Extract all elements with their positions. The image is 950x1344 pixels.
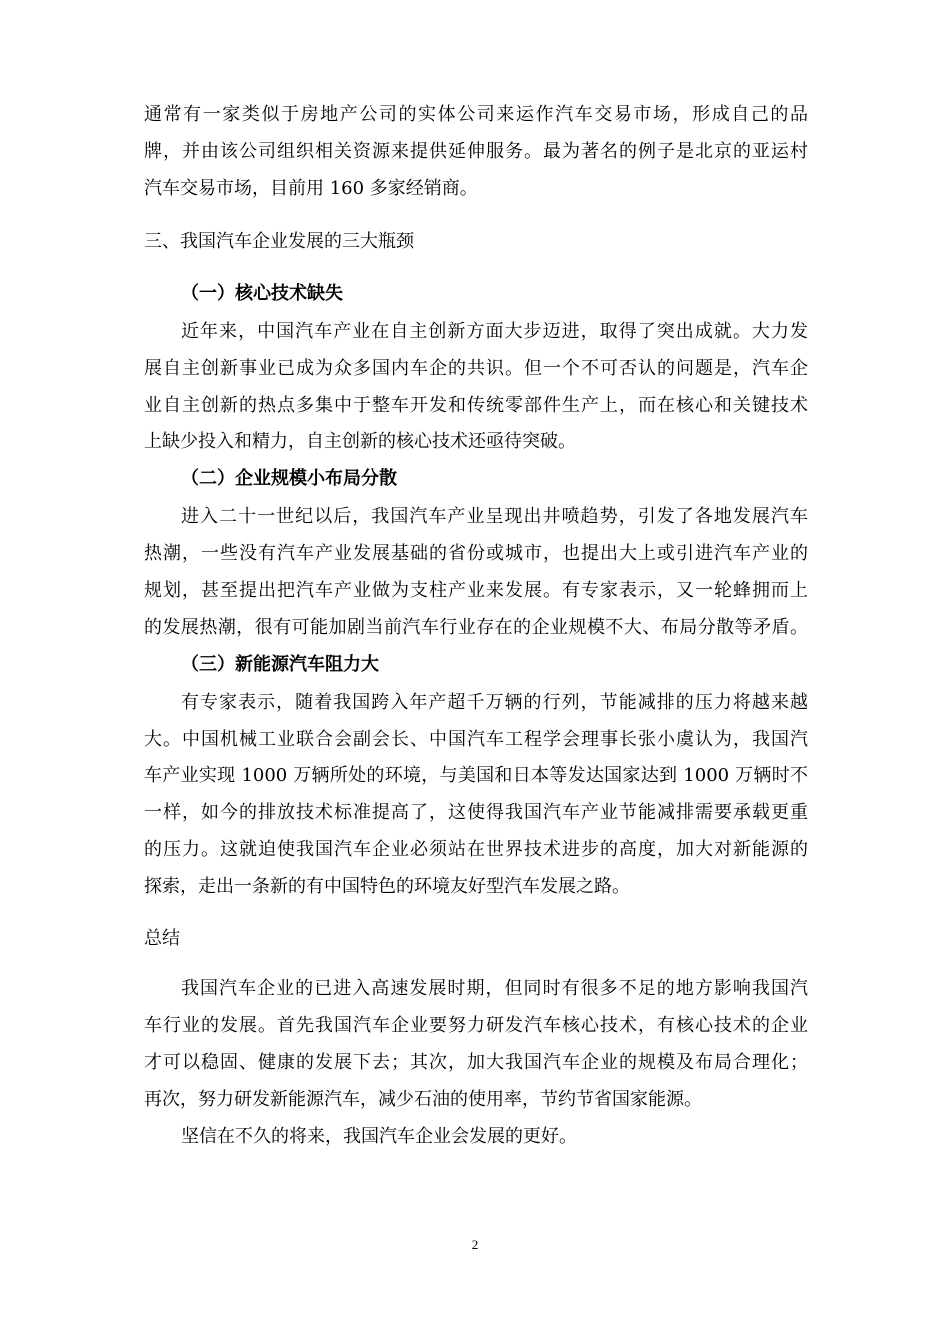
subsection-heading: （一）核心技术缺失: [181, 283, 343, 304]
section-heading: 三、我国汽车企业发展的三大瓶颈: [144, 231, 414, 252]
subsection-heading: （二）企业规模小布局分散: [181, 468, 397, 489]
subsection-heading: （三）新能源汽车阻力大: [181, 654, 379, 675]
paragraph-line: 牌，并由该公司组织相关资源来提供延伸服务。最为著名的例子是北京的亚运村: [144, 141, 808, 162]
paragraph-line: 坚信在不久的将来，我国汽车企业会发展的更好。: [181, 1126, 577, 1147]
paragraph-line: 的发展热潮，很有可能加剧当前汽车行业存在的企业规模不大、布局分散等矛盾。: [144, 617, 808, 638]
paragraph-line: 大。中国机械工业联合会副会长、中国汽车工程学会理事长张小虞认为，我国汽: [144, 729, 808, 750]
page-number: 2: [471, 1237, 479, 1252]
paragraph-line: 通常有一家类似于房地产公司的实体公司来运作汽车交易市场，形成自己的品: [144, 104, 808, 125]
paragraph-line: 规划，甚至提出把汽车产业做为支柱产业来发展。有专家表示，又一轮蜂拥而上: [144, 580, 808, 601]
paragraph-line: 展自主创新事业已成为众多国内车企的共识。但一个不可否认的问题是，汽车企: [144, 358, 808, 379]
paragraph-line: 有专家表示，随着我国跨入年产超千万辆的行列，节能减排的压力将越来越: [181, 692, 808, 713]
paragraph-line: 进入二十一世纪以后，我国汽车产业呈现出井喷趋势，引发了各地发展汽车: [181, 506, 808, 527]
paragraph-line: 车行业的发展。首先我国汽车企业要努力研发汽车核心技术，有核心技术的企业: [144, 1015, 808, 1036]
paragraph-line: 再次，努力研发新能源汽车，减少石油的使用率，节约节省国家能源。: [144, 1089, 702, 1110]
paragraph-line: 汽车交易市场，目前用 160 多家经销商。: [144, 178, 478, 199]
summary-heading: 总结: [144, 928, 180, 949]
paragraph-line: 热潮，一些没有汽车产业发展基础的省份或城市，也提出大上或引进汽车产业的: [144, 543, 808, 564]
paragraph-line: 近年来，中国汽车产业在自主创新方面大步迈进，取得了突出成就。大力发: [181, 321, 808, 342]
paragraph-line: 车产业实现 1000 万辆所处的环境，与美国和日本等发达国家达到 1000 万辆时不: [144, 765, 808, 786]
paragraph-line: 探索，走出一条新的有中国特色的环境友好型汽车发展之路。: [144, 876, 630, 897]
paragraph-line: 才可以稳固、健康的发展下去；其次，加大我国汽车企业的规模及布局合理化；: [144, 1052, 808, 1073]
paragraph-line: 的压力。这就迫使我国汽车企业必须站在世界技术进步的高度，加大对新能源的: [144, 839, 808, 860]
paragraph-line: 一样，如今的排放技术标准提高了，这使得我国汽车产业节能减排需要承载更重: [144, 802, 808, 823]
paragraph-line: 上缺少投入和精力，自主创新的核心技术还亟待突破。: [144, 431, 576, 452]
paragraph-line: 业自主创新的热点多集中于整车开发和传统零部件生产上，而在核心和关键技术: [144, 395, 808, 416]
paragraph-line: 我国汽车企业的已进入高速发展时期，但同时有很多不足的地方影响我国汽: [181, 978, 808, 999]
